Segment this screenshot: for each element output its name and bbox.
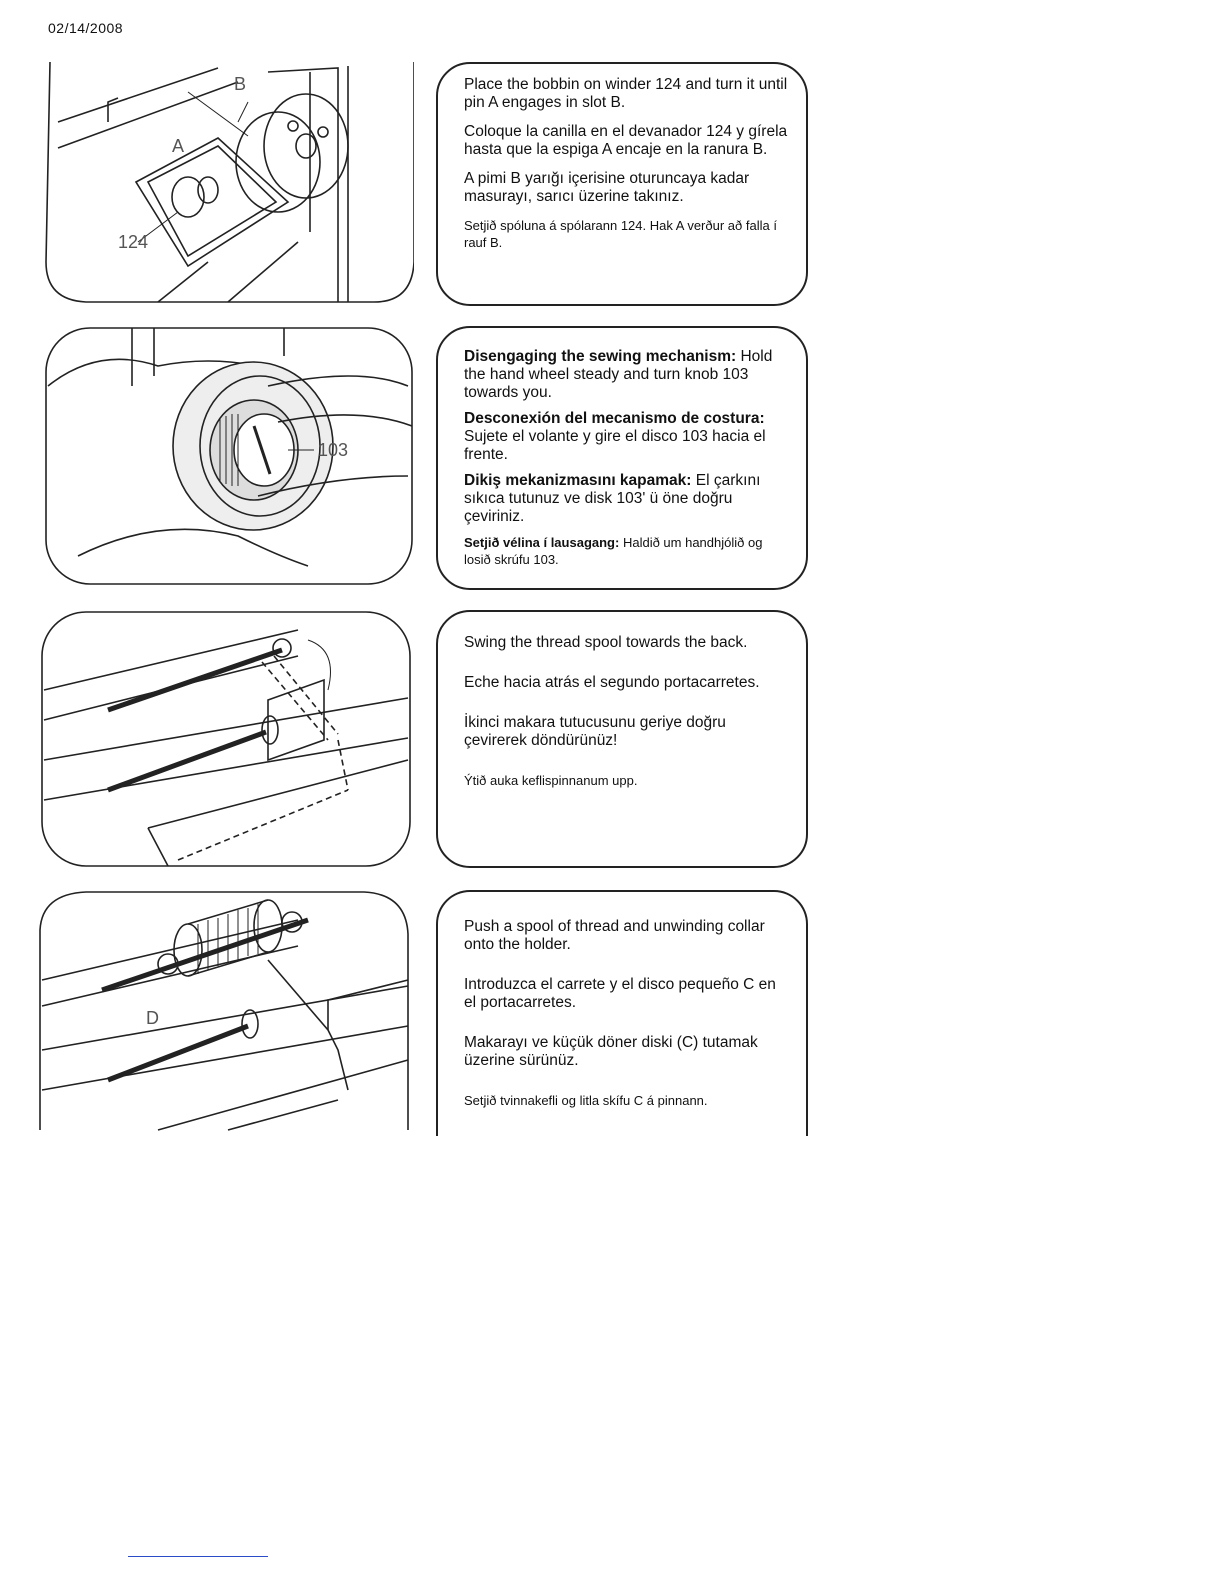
instruction-is: Setjið spóluna á spólarann 124. Hak A verður að falla í rauf B.: [464, 218, 777, 250]
thread-spool-swing-illustration: [38, 610, 414, 868]
instruction-is: Ýtið auka keflispinnanum upp.: [464, 773, 638, 788]
bobbin-winder-illustration: [38, 62, 414, 304]
instruction-en: Push a spool of thread and unwinding collar onto the holder.: [464, 918, 765, 953]
instruction-es: Coloque la canilla en el devanador 124 y gírela hasta que la espiga A encaje en la ranura B.: [464, 123, 788, 158]
instruction-tr: [464, 472, 788, 526]
instruction-box: [436, 62, 808, 306]
footer-divider: [128, 1556, 268, 1557]
instruction-es: [464, 410, 788, 464]
instruction-box: [436, 610, 808, 868]
spool-holder-illustration: [38, 890, 414, 1132]
label-a: A: [172, 136, 185, 156]
body-es: Sujete el volante y gire el disco 103 hacia el frente.: [464, 428, 766, 463]
instruction-en: [464, 348, 788, 402]
instruction-tr: Makarayı ve küçük döner diski (C) tutamak üzerine sürünüz.: [464, 1034, 758, 1069]
instruction-es: Introduzca el carrete y el disco pequeño C en el portacarretes.: [464, 976, 776, 1011]
heading-tr: Dikiş mekanizmasını kapamak:: [464, 472, 692, 489]
instruction-es: Eche hacia atrás el segundo portacarretes.: [464, 674, 760, 691]
instruction-box: [436, 326, 808, 590]
label-124: 124: [118, 232, 149, 252]
instruction-tr: İkinci makara tutucusunu geriye doğru çevirerek döndürünüz!: [464, 714, 726, 749]
label-103: 103: [318, 440, 349, 460]
label-d: D: [146, 1008, 159, 1028]
body-tr: El çarkını sıkıca tutunuz ve disk 103' ü öne doğru çeviriniz.: [464, 472, 761, 525]
body-en: Hold the hand wheel steady and turn knob 103 towards you.: [464, 348, 773, 401]
instruction-en: Place the bobbin on winder 124 and turn it until pin A engages in slot B.: [464, 76, 788, 111]
document-date: 02/14/2008: [48, 20, 124, 36]
hand-wheel-illustration: [38, 326, 414, 586]
body-is: Haldið um handhjólið og losið skrúfu 103.: [464, 535, 763, 567]
instruction-tr: A pimi B yarığı içerisine oturuncaya kadar masurayı, sarıcı üzerine takınız.: [464, 170, 750, 205]
label-b: B: [234, 74, 247, 94]
instruction-en: Swing the thread spool towards the back.: [464, 634, 748, 651]
instruction-is: [464, 534, 788, 568]
heading-is: Setjið vélina í lausagang:: [464, 535, 620, 550]
instruction-is: Setjið tvinnakefli og litla skífu C á pinnann.: [464, 1093, 708, 1108]
instruction-box: [436, 890, 808, 1136]
heading-en: Disengaging the sewing mechanism:: [464, 348, 737, 365]
heading-es: Desconexión del mecanismo de costura:: [464, 410, 765, 427]
